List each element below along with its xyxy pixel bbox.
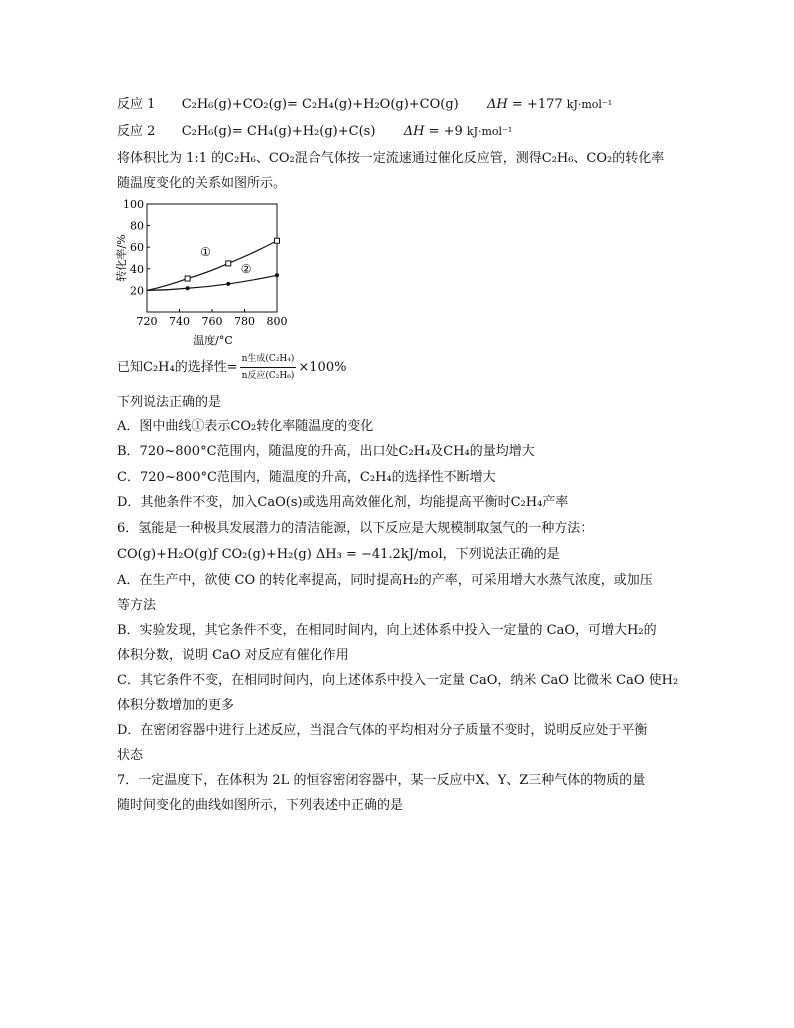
series-1-label: ① [200, 244, 211, 259]
q6-option-d-line-2: 状态 [117, 748, 144, 763]
q6-stem: 6．氢能是一种极具发展潜力的清洁能源，以下反应是大规模制取氢气的一种方法： [117, 521, 594, 536]
series-1-line [147, 241, 277, 291]
x-tick-label: 740 [169, 315, 190, 328]
series-1-point [185, 276, 190, 281]
q6-option-c-line-2: 体积分数增加的更多 [117, 698, 235, 713]
series-2-line [147, 275, 277, 290]
reaction-1-unit: kJ·mol⁻¹ [566, 98, 613, 111]
q6-option-a-line-1: A．在生产中，欲使 CO 的转化率提高，同时提高H₂的产率，可采用增大水蒸气浓度，或加压 [117, 573, 653, 588]
q6-option-c-line-1: C．其它条件不变，在相同时间内，向上述体系中投入一定量 CaO，纳米 CaO 比微米 CaO 使H₂ [117, 673, 679, 688]
reaction-2-equation: C₂H₆(g)= CH₄(g)+H₂(g)+C(s) [181, 124, 376, 139]
q5-option-a: A．图中曲线①表示CO₂转化率随温度的变化 [117, 419, 374, 434]
selectivity-numerator: n生成(C₂H₄) [240, 351, 297, 368]
reaction-1 [117, 96, 612, 114]
y-tick-label: 20 [130, 284, 144, 298]
q6-option-b-line-1: B．实验发现，其它条件不变，在相同时间内，向上述体系中投入一定量的 CaO，可增大H₂的 [117, 623, 657, 638]
series-1-point [275, 238, 280, 243]
q5-prompt: 下列说法正确的是 [117, 395, 222, 410]
y-tick-label: 60 [130, 241, 144, 255]
y-tick-label: 80 [130, 219, 144, 233]
q5-option-d: D．其他条件不变，加入CaO(s)或选用高效催化剂，均能提高平衡时C₂H₄产率 [117, 495, 569, 510]
x-axis-label: 温度/°C [193, 334, 233, 347]
selectivity-definition [117, 351, 346, 384]
x-tick-label: 760 [201, 315, 223, 328]
series-2-point [275, 273, 279, 277]
q6-equation: CO(g)+H₂O(g)ƒ CO₂(g)+H₂(g) ΔH₃ = −41.2kJ/mol，下列说法正确的是 [117, 547, 560, 562]
reaction-1-label: 反应 1 [117, 97, 156, 112]
selectivity-prefix: 已知C₂H₄的选择性= [117, 360, 238, 375]
q5-option-b: B．720~800°C范围内，随温度的升高，出口处C₂H₄及CH₄的量均增大 [117, 444, 535, 459]
conversion-chart-svg [117, 196, 302, 356]
series-1-point [226, 261, 231, 266]
plot-frame [147, 204, 277, 312]
selectivity-suffix: ×100% [298, 360, 347, 375]
q6-option-b-line-2: 体积分数，说明 CaO 对反应有催化作用 [117, 648, 349, 663]
reaction-1-equation: C₂H₆(g)+CO₂(g)= C₂H₄(g)+H₂O(g)+CO(g) [181, 97, 459, 112]
reaction-2-label: 反应 2 [117, 124, 156, 139]
reaction-1-dh-symbol: ΔH [487, 97, 508, 112]
y-tick-label: 100 [123, 198, 144, 211]
reaction-2 [117, 123, 512, 141]
x-tick-label: 720 [136, 315, 158, 328]
reaction-2-unit: kJ·mol⁻¹ [466, 125, 513, 138]
q7-stem-line-1: 7．一定温度下，在体积为 2L 的恒容密闭容器中，某一反应中X、Y、Z三种气体的物质的量 [117, 773, 646, 788]
series-2-point [226, 282, 230, 286]
x-tick-label: 800 [266, 315, 288, 328]
reaction-2-dh-value: = +9 [428, 124, 463, 139]
intro-line-1: 将体积比为 1:1 的C₂H₆、CO₂混合气体按一定流速通过催化反应管，测得C₂H₆、CO₂的转化率 [117, 151, 665, 166]
selectivity-denominator: n反应(C₂H₆) [241, 371, 295, 381]
y-tick-label: 40 [130, 262, 144, 276]
x-tick-label: 780 [234, 315, 255, 328]
series-2-point [186, 286, 190, 290]
reaction-1-dh-value: = +177 [511, 97, 563, 112]
q5-option-c: C．720~800°C范围内，随温度的升高，C₂H₄的选择性不断增大 [117, 470, 496, 485]
intro-line-2: 随温度变化的关系如图所示。 [117, 176, 287, 191]
conversion-chart [117, 196, 302, 356]
q7-stem-line-2: 随时间变化的曲线如图所示，下列表述中正确的是 [117, 798, 404, 813]
q6-option-d-line-1: D．在密闭容器中进行上述反应，当混合气体的平均相对分子质量不变时，说明反应处于平衡 [117, 723, 648, 738]
reaction-2-dh-symbol: ΔH [403, 124, 425, 139]
series-2-label: ② [240, 262, 252, 277]
y-axis-label: 转化率/% [115, 234, 128, 282]
selectivity-fraction [240, 351, 297, 384]
q6-option-a-line-2: 等方法 [117, 598, 157, 613]
